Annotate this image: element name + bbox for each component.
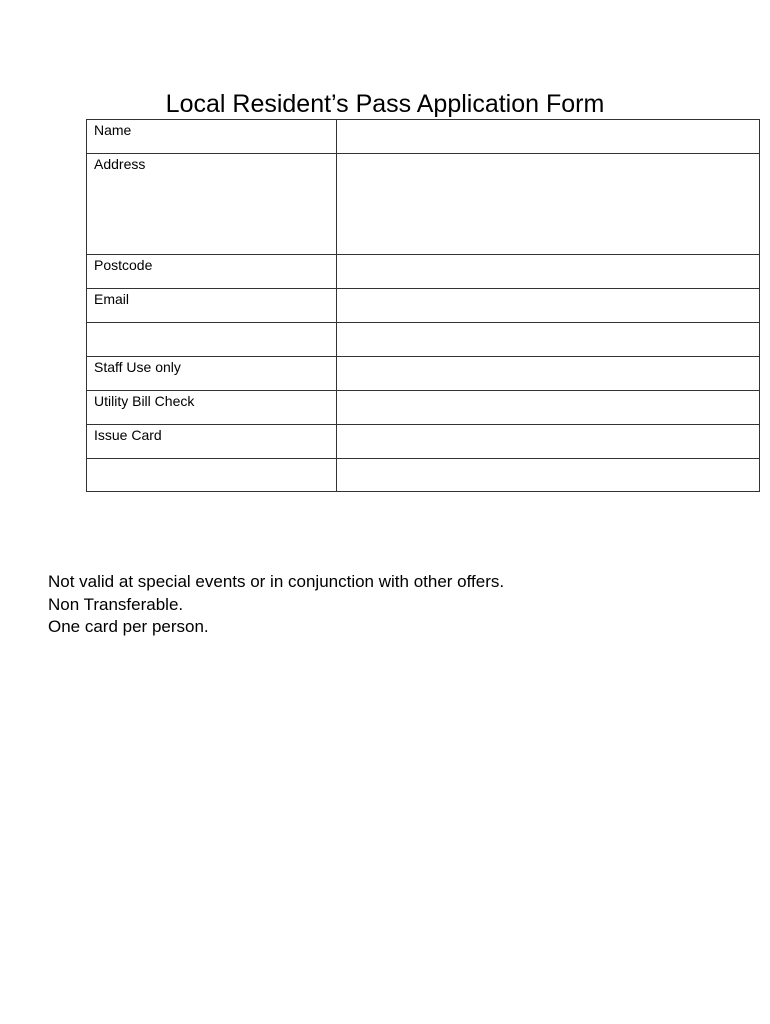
application-form-table [86, 119, 760, 492]
issue-card-field[interactable] [337, 425, 760, 459]
form-row-issue-card [87, 425, 760, 459]
form-row-label-cell [87, 289, 337, 323]
form-row-staff-use-only [87, 357, 760, 391]
blank-field[interactable] [337, 323, 760, 357]
page-title: Local Resident’s Pass Application Form [165, 90, 605, 118]
form-row-label: Email [94, 291, 130, 307]
form-row-email [87, 289, 760, 323]
form-row-name [87, 120, 760, 154]
form-row-label-cell [87, 391, 337, 425]
form-row-label: Utility Bill Check [94, 393, 195, 409]
form-row-label: Name [94, 122, 132, 138]
note-line: Not valid at special events or in conjunction with other offers. [48, 572, 505, 591]
form-row-label-cell [87, 357, 337, 391]
form-row-address [87, 154, 760, 255]
terms-notes [48, 571, 504, 639]
form-row-postcode [87, 255, 760, 289]
form-row-label-cell [87, 459, 337, 492]
form-row-label: Postcode [94, 257, 153, 273]
form-row-blank [87, 459, 760, 492]
email-field[interactable] [337, 289, 760, 323]
form-row-label-cell [87, 120, 337, 154]
form-row-label-cell [87, 425, 337, 459]
name-field[interactable] [337, 120, 760, 154]
form-row-label [87, 459, 336, 461]
note-line: Non Transferable. [48, 594, 184, 614]
staff-use-field[interactable] [337, 357, 760, 391]
form-row-label-cell [87, 154, 337, 255]
form-row-label: Issue Card [94, 427, 162, 443]
postcode-field[interactable] [337, 255, 760, 289]
form-row-blank [87, 323, 760, 357]
form-row-label: Address [94, 156, 146, 172]
form-row-label: Staff Use only [94, 359, 181, 375]
form-row-label [87, 323, 336, 325]
note-line: One card per person. [48, 617, 209, 636]
utility-bill-check-field[interactable] [337, 391, 760, 425]
address-field[interactable] [337, 154, 760, 255]
form-row-label-cell [87, 255, 337, 289]
form-row-label-cell [87, 323, 337, 357]
form-row-utility-bill-check [87, 391, 760, 425]
blank-field[interactable] [337, 459, 760, 492]
